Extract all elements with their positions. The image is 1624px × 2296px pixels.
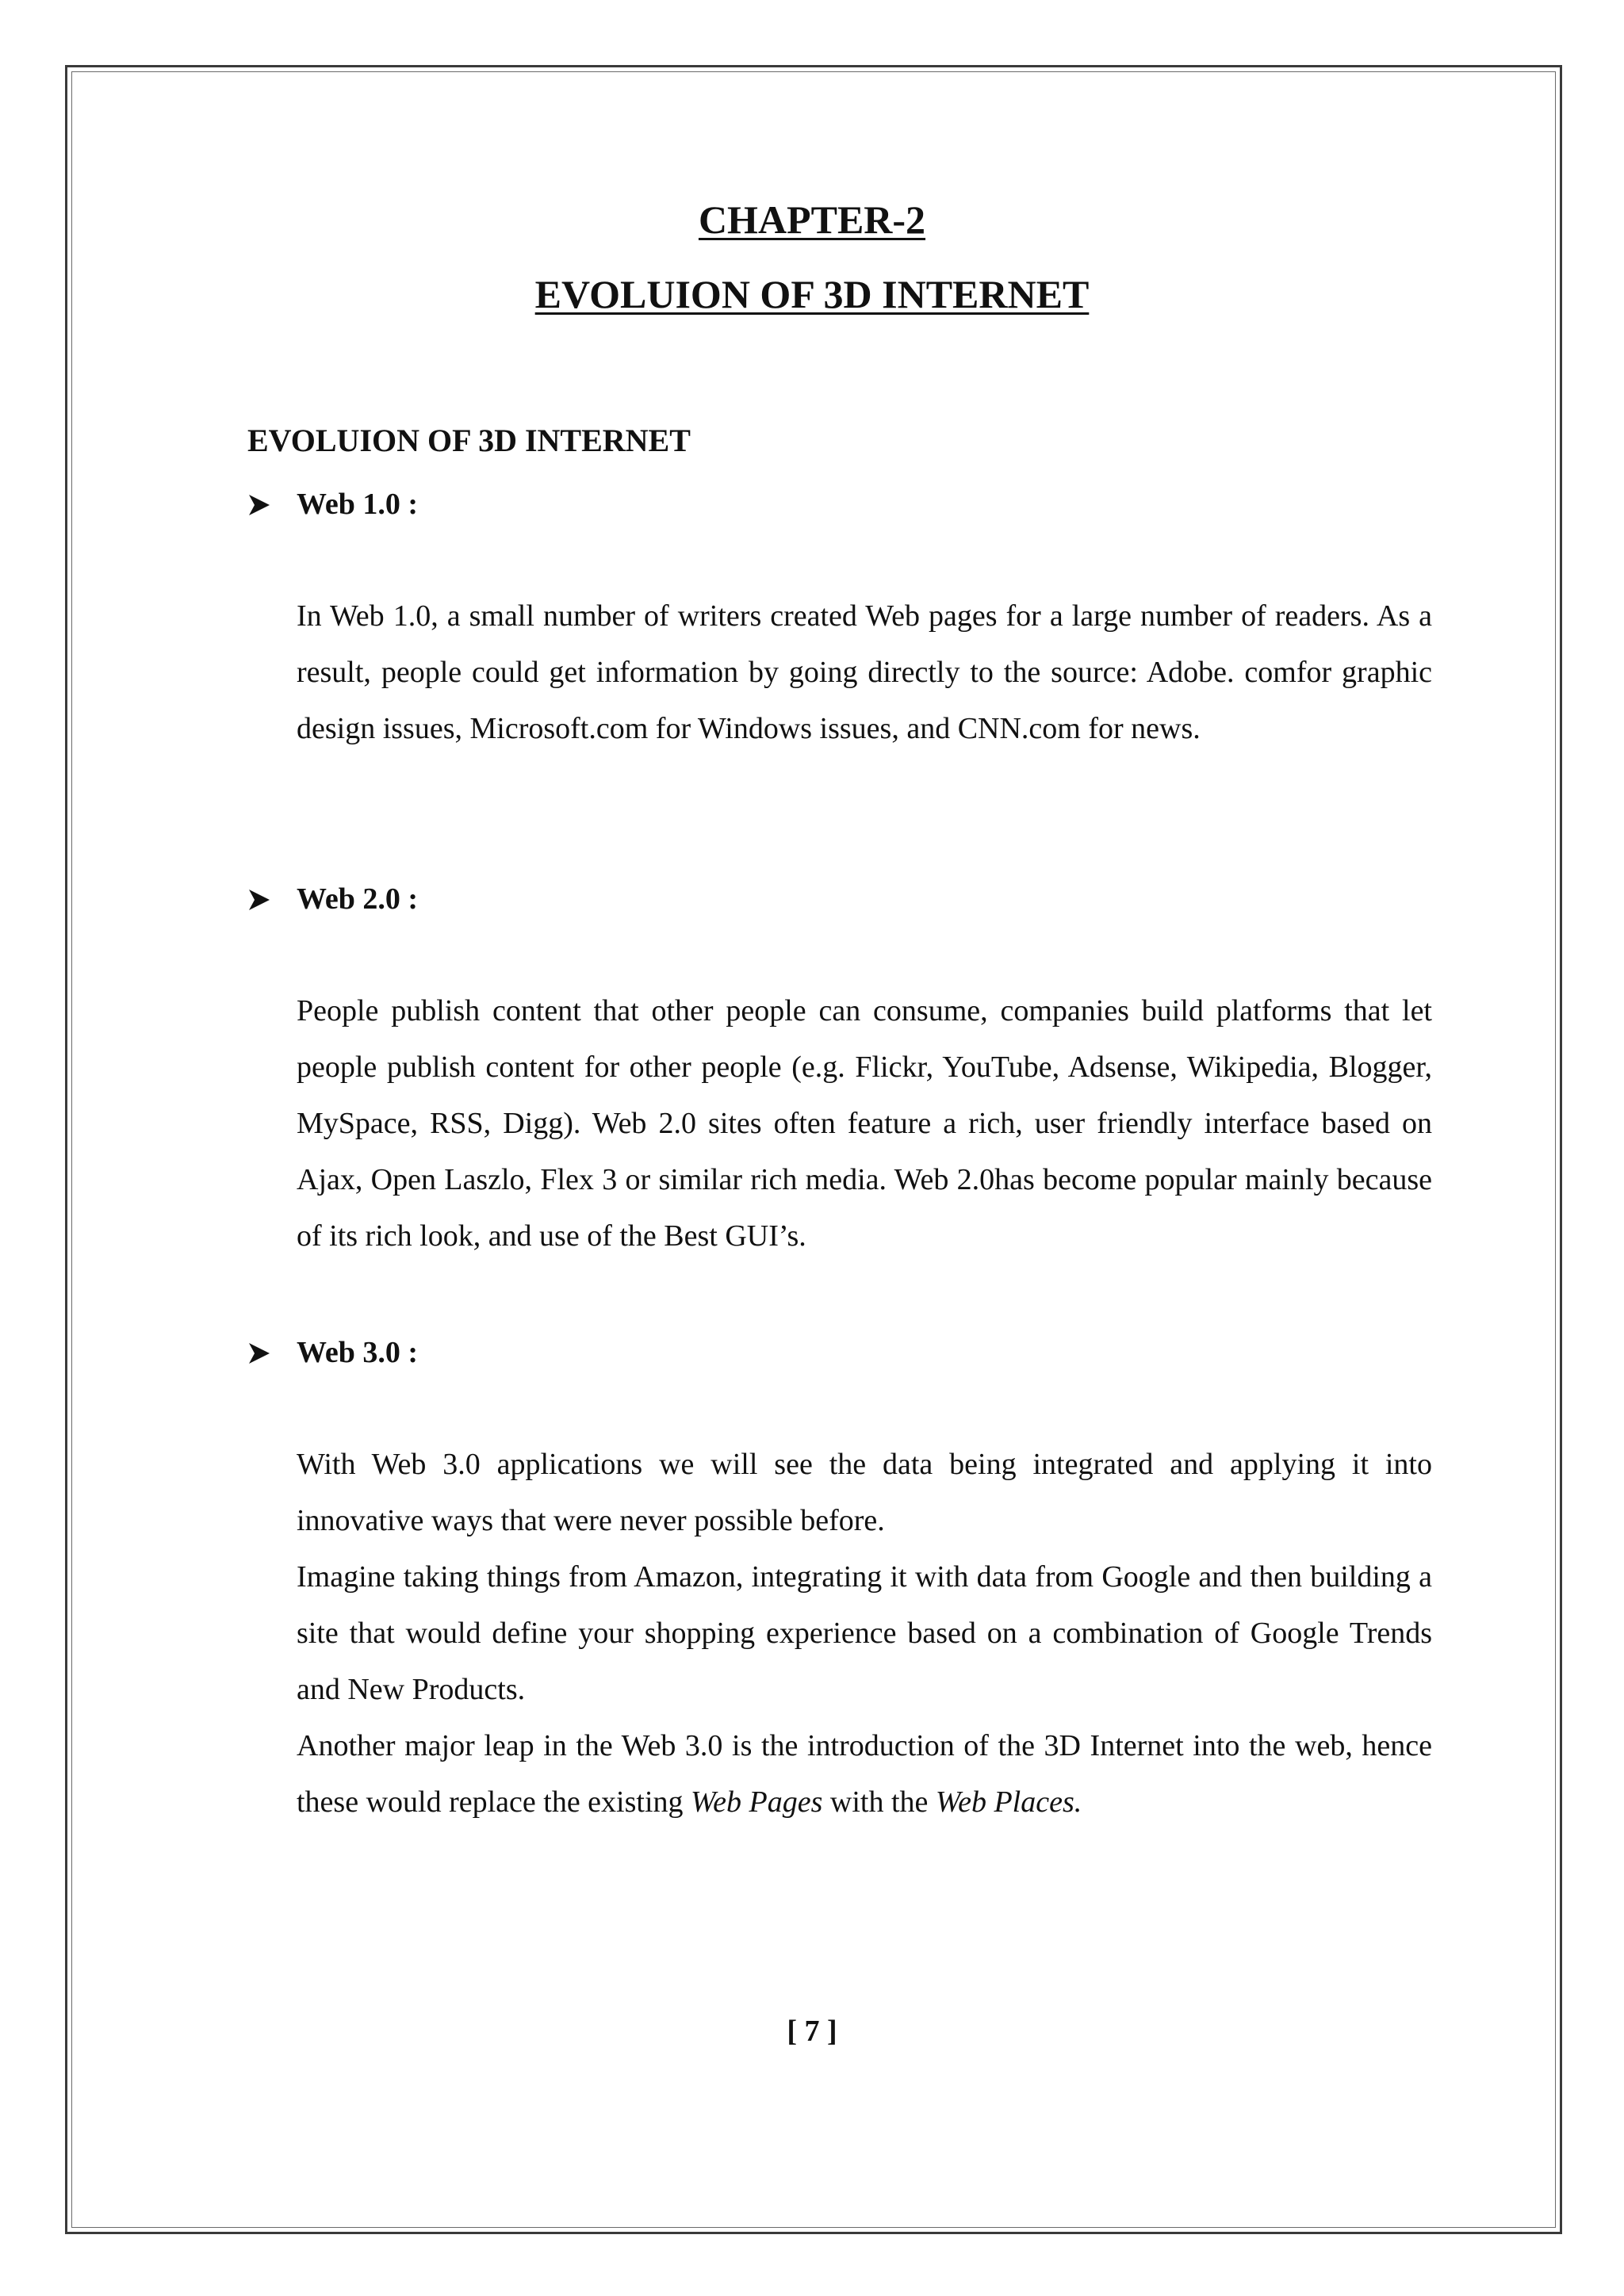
arrowhead-bullet-icon <box>247 1337 297 1368</box>
bullet-heading-web3 <box>247 1335 418 1370</box>
italic-term-web-places: Web Places. <box>935 1785 1082 1819</box>
bullet-heading-label: Web 3.0 : <box>297 1336 419 1369</box>
paragraph-web2: People publish content that other people can consume, companies build platforms that let people publish content for other people (e.g. Flickr, YouTube, Adsense, Wikipedia, Blogger, MySpace, RSS, Digg). Web 2.0 sites often feature a rich, user friendly interface based on Ajax, Open Laszlo, Flex 3 or similar rich media. Web 2.0has become popular mainly because of its rich look, and use of the Best GUI’s. <box>297 994 1432 1253</box>
arrowhead-bullet-icon <box>247 883 297 915</box>
bullet-heading-label: Web 1.0 : <box>297 488 419 521</box>
chapter-title: EVOLUION OF 3D INTERNET <box>534 272 1090 316</box>
arrowhead-bullet-icon <box>247 488 297 520</box>
page-number: [ 7 ] <box>787 2015 837 2048</box>
paragraph-text: with the <box>822 1785 936 1819</box>
paragraph-web3-1: With Web 3.0 applications we will see the data being integrated and applying it into innovative ways that were never possible before. <box>297 1448 1432 1537</box>
paragraph-text: Another major leap in the Web 3.0 is the introduction of the 3D Internet into the web, hence these would replace the existing <box>297 1729 1432 1819</box>
bullet-heading-web2 <box>247 882 418 916</box>
chapter-number: CHAPTER-2 <box>698 197 926 242</box>
paragraph-web3-2: Imagine taking things from Amazon, integrating it with data from Google and then building a site that would define your shopping experience based on a combination of Google Trends and New Products. <box>297 1560 1432 1706</box>
paragraph-group-web3 <box>297 1437 1432 1831</box>
italic-term-web-pages: Web Pages <box>691 1785 823 1819</box>
section-heading: EVOLUION OF 3D INTERNET <box>247 423 691 458</box>
paragraph-web3-3 <box>297 1718 1432 1831</box>
bullet-heading-label: Web 2.0 : <box>297 882 419 916</box>
bullet-heading-web1 <box>247 487 418 522</box>
paragraph-web1: In Web 1.0, a small number of writers created Web pages for a large number of readers. As a result, people could get information by going directly to the source: Adobe. comfor graphic design issues, Microsoft.com for Windows issues, and CNN.com for news. <box>297 599 1432 745</box>
